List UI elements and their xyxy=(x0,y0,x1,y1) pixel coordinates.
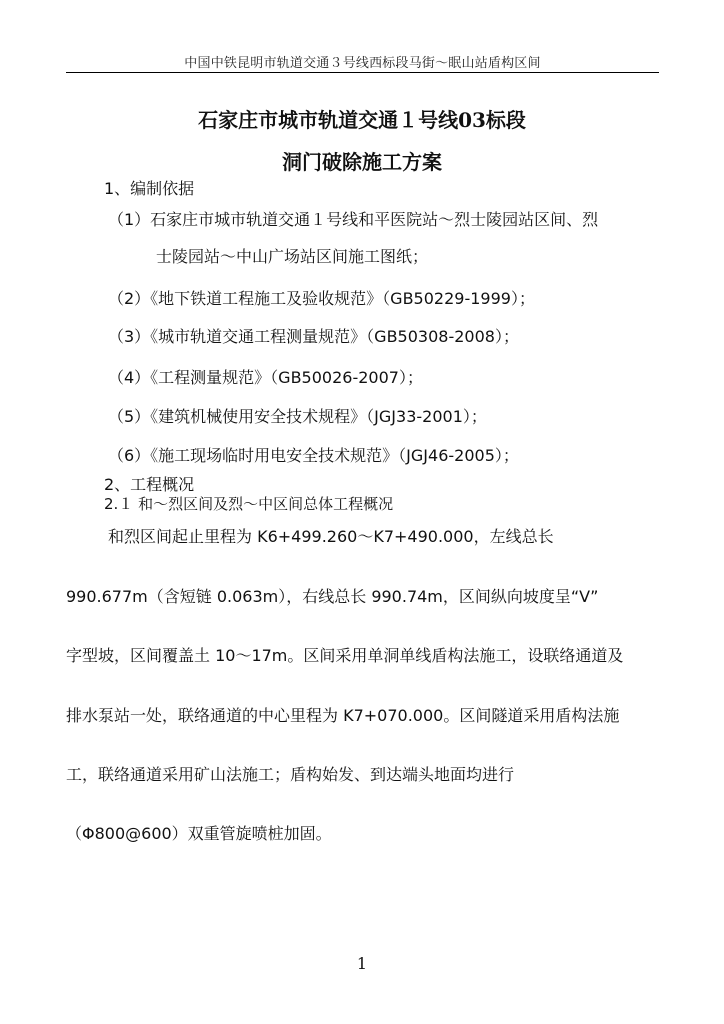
basis-item-2: （2）《地下铁道工程施工及验收规范》（GB50229-1999）； xyxy=(108,289,535,308)
overview-paragraph-line-5: 工，联络通道采用矿山法施工；盾构始发、到达端头地面均进行 xyxy=(66,765,515,784)
section-heading-overview: 2、工程概况 xyxy=(104,475,195,494)
basis-item-5: （5）《建筑机械使用安全技术规程》（JGJ33-2001）； xyxy=(108,407,487,426)
document-subtitle: 洞门破除施工方案 xyxy=(282,150,442,174)
overview-paragraph-line-1: 和烈区间起止里程为 K6+499.260～K7+490.000，左线总长 xyxy=(108,527,554,546)
basis-item-3: （3）《城市轨道交通工程测量规范》（GB50308-2008）； xyxy=(108,327,519,346)
page-number: 1 xyxy=(356,954,368,973)
header-divider xyxy=(66,72,659,73)
basis-item-1: （1）石家庄市城市轨道交通１号线和平医院站～烈士陵园站区间、烈 xyxy=(108,210,599,229)
subsection-heading-overview: 2.１ 和～烈区间及烈～中区间总体工程概况 xyxy=(104,495,394,513)
overview-paragraph-line-6: （Φ800@600）双重管旋喷桩加固。 xyxy=(66,824,332,843)
page-header: 中国中铁昆明市轨道交通３号线西标段马街～眠山站盾构区间 xyxy=(184,56,541,71)
basis-item-4: （4）《工程测量规范》（GB50026-2007）； xyxy=(108,368,423,387)
document-title: 石家庄市城市轨道交通１号线03标段 xyxy=(198,108,526,132)
basis-item-1-continued: 士陵园站～中山广场站区间施工图纸； xyxy=(156,247,429,266)
basis-item-6: （6）《施工现场临时用电安全技术规范》（JGJ46-2005）； xyxy=(108,446,519,465)
overview-paragraph-line-2: 990.677m（含短链 0.063m），右线总长 990.74m，区间纵向坡度呈“V” xyxy=(66,587,599,606)
section-heading-basis: 1、编制依据 xyxy=(104,179,195,198)
overview-paragraph-line-3: 字型坡，区间覆盖土 10～17m。区间采用单洞单线盾构法施工，设联络通道及 xyxy=(66,646,624,665)
overview-paragraph-line-4: 排水泵站一处，联络通道的中心里程为 K7+070.000。区间隧道采用盾构法施 xyxy=(66,706,620,725)
